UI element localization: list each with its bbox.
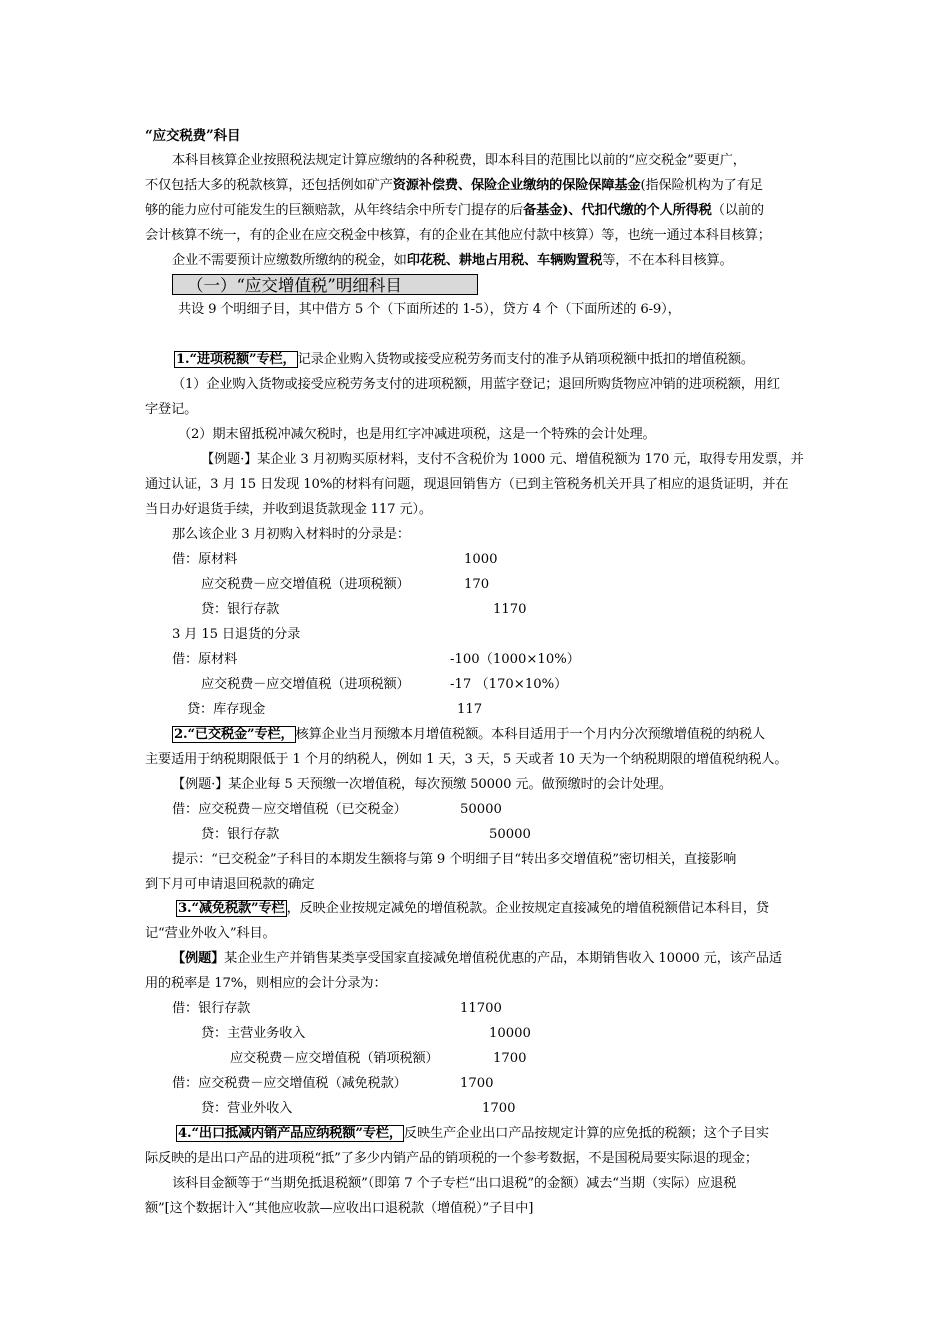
item1-line: 1.“进项税额”专栏， 记录企业购入货物或接受应税劳务而支付的准予从销项税额中抵扣的增值税额。 xyxy=(176,352,754,367)
entry-credit: 贷：主营业务收入 xyxy=(201,1026,306,1041)
example-line: 【例题·】某企业每 5 天预缴一次增值税，每次预缴 50000 元。做预缴时的会计处理。 xyxy=(172,777,672,792)
entry-amount: 50000 xyxy=(460,802,502,817)
item4-line: 额”[这个数据计入“其他应收款—应收出口退税款（增值税）”子目中] xyxy=(145,1201,534,1216)
entry-credit: 贷：银行存款 xyxy=(201,602,280,617)
entry-credit: 贷：银行存款 xyxy=(201,827,280,842)
item4-line: 该科目金额等于“当期免抵退税额”（即第 7 个子专栏“出口退税”的金额）减去“当期（实际）应退税 xyxy=(172,1176,737,1191)
item2-line: 2.“已交税金”专栏， 核算企业当月预缴本月增值税额。本科目适用于一个月内分次预缴增值税的纳税人 xyxy=(174,727,765,742)
item1-line: 字登记。 xyxy=(145,402,198,417)
intro-line: 会计核算不统一，有的企业在应交税金中核算，有的企业在其他应付款中核算）等，也统一通过本科目核算； xyxy=(145,228,771,243)
example-line: 【例题】某企业生产并销售某类享受国家直接减免增值税优惠的产品，本期销售收入 10000 元，该产品适 xyxy=(172,951,782,966)
tip-line: 到下月可申请退回税款的确定 xyxy=(145,877,315,892)
entry-amount: 11700 xyxy=(460,1001,502,1016)
item1-line: （1）企业购入货物或接受应税劳务支付的进项税额，用蓝字登记；退回所购货物应冲销的进项税额，用红 xyxy=(172,377,780,392)
example-line: 当日办好退货手续，并收到退货款现金 117 元）。 xyxy=(145,502,432,517)
entry-debit: 借：银行存款 xyxy=(172,1001,251,1016)
intro-line: 够的能力应付可能发生的巨额赔款，从年终结余中所专门提存的后备基金)、代扣代缴的个人所得税（以前的 xyxy=(145,203,764,218)
item1-label: 1.“进项税额”专栏， xyxy=(176,352,296,367)
example-line: 【例题·】某企业 3 月初购买原材料，支付不含税价为 1000 元、增值税额为 170 元，取得专用发票，并 xyxy=(201,452,804,467)
example-line: 用的税率是 17%，则相应的会计分录为： xyxy=(145,976,387,991)
item3-label: 3.“减免税款”专栏 xyxy=(178,901,285,916)
entry-credit: 贷：库存现金 xyxy=(187,702,266,717)
question-line: 3 月 15 日退货的分录 xyxy=(172,627,301,642)
entry-debit: 应交税费－应交增值税（进项税额） xyxy=(201,577,410,592)
item3-line: 记“营业外收入”科目。 xyxy=(145,926,276,941)
question-line: 那么该企业 3 月初购入材料时的分录是： xyxy=(172,527,410,542)
item4-label: 4.“出口抵减内销产品应纳税额”专栏， xyxy=(178,1126,402,1141)
entry-debit: 借：应交税费－应交增值税（减免税款） xyxy=(172,1076,407,1091)
intro-line: 本科目核算企业按照税法规定计算应缴纳的各种税费，即本科目的范围比以前的“应交税金”要更广， xyxy=(172,153,746,168)
item1-line: （2）期末留抵税冲减欠税时，也是用红字冲减进项税，这是一个特殊的会计处理。 xyxy=(178,427,656,442)
item2-line: 主要适用于纳税期限低于 1 个月的纳税人，例如 1 天，3 天，5 天或者 10 天为一个纳税期限的增值税纳税人。 xyxy=(145,752,788,767)
entry-amount: 50000 xyxy=(489,827,531,842)
entry-debit: 借：应交税费－应交增值税（已交税金） xyxy=(172,802,407,817)
entry-amount: 1700 xyxy=(460,1076,494,1091)
entry-amount: 170 xyxy=(464,577,490,592)
entry-amount: 1000 xyxy=(464,552,498,567)
entry-credit: 应交税费－应交增值税（销项税额） xyxy=(230,1051,439,1066)
entry-amount: 1700 xyxy=(482,1101,516,1116)
example-line: 通过认证，3 月 15 日发现 10%的材料有问题，现退回销售方（已到主管税务机关开具了相应的退货证明，并在 xyxy=(145,477,789,492)
entry-amount: 1700 xyxy=(493,1051,527,1066)
intro-line: 不仅包括大多的税款核算，还包括例如矿产资源补偿费、保险企业缴纳的保险保障基金(指保险机构为了有足 xyxy=(145,178,763,193)
entry-debit: 借：原材料 xyxy=(172,652,238,667)
entry-amount: -17 （170×10%） xyxy=(450,677,568,692)
entry-credit: 贷：营业外收入 xyxy=(201,1101,293,1116)
item4-line: 4.“出口抵减内销产品应纳税额”专栏， 反映生产企业出口产品按规定计算的应免抵的税额；这个子目实 xyxy=(178,1126,769,1141)
item4-line: 际反映的是出口产品的进项税“抵”了多少内销产品的销项税的一个参考数据，不是国税局要实际退的现金； xyxy=(145,1151,758,1166)
tip-line: 提示：“已交税金”子科目的本期发生额将与第 9 个明细子目“转出多交增值税”密切相关，直接影响 xyxy=(172,852,737,867)
entry-amount: 1170 xyxy=(493,602,527,617)
section-heading: （一）“应交增值税”明细科目 xyxy=(172,274,478,295)
item2-label: 2.“已交税金”专栏， xyxy=(174,727,294,742)
entry-amount: 117 xyxy=(457,702,483,717)
entry-amount: 10000 xyxy=(489,1026,531,1041)
entry-amount: -100（1000×10%） xyxy=(450,652,580,667)
entry-debit: 借：原材料 xyxy=(172,552,238,567)
intro-line: 企业不需要预计应缴数所缴纳的税金，如印花税、耕地占用税、车辆购置税等，不在本科目核算。 xyxy=(172,253,733,268)
document-title: “应交税费”科目 xyxy=(145,128,241,144)
entry-debit: 应交税费－应交增值税（进项税额） xyxy=(201,677,410,692)
item3-line: 3.“减免税款”专栏 ，反映企业按规定减免的增值税款。企业按规定直接减免的增值税额借记本科目，贷 xyxy=(178,901,769,916)
overview-text: 共设 9 个明细子目，其中借方 5 个（下面所述的 1-5），贷方 4 个（下面所述的 6-9）， xyxy=(178,302,681,317)
